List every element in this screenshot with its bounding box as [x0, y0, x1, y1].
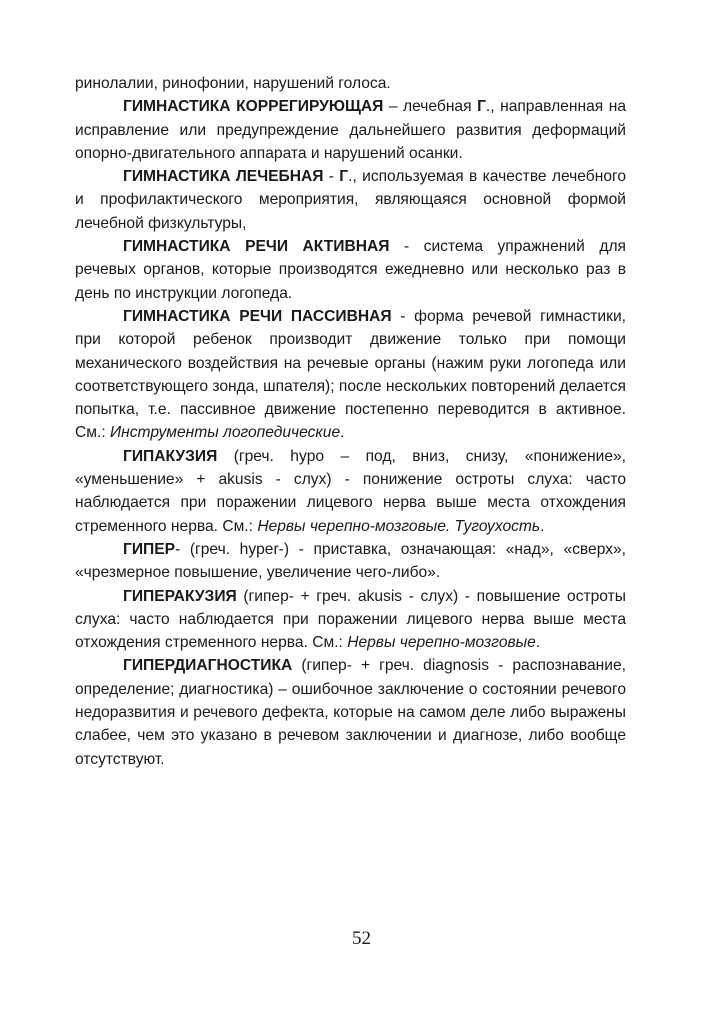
entry-term: ГИПЕРАКУЗИЯ — [123, 587, 237, 605]
entry-gimnastika-lechebnaya — [75, 165, 626, 235]
entry-body: - форма речевой гимнастики, при которой ребенок производит движение только при помощи механического воздействия на речевые органы (нажим руки логопеда или соответствующего зонда, шпателя); после нескольких повторений делается попытка, т.е. пассивное движение постепенно переводится в активное. См.: — [75, 307, 627, 442]
entry-body: - система упражнений для речевых органов, которые производятся ежедневно или несколько раз в день по инструкции логопеда. — [75, 238, 626, 302]
page-number: 52 — [352, 928, 371, 949]
entry-gimnastika-rechi-aktivnaya — [75, 235, 626, 305]
entry-tail: . — [340, 424, 345, 442]
entry-abbreviation: Г — [477, 98, 486, 116]
entry-term: ГИМНАСТИКА ЛЕЧЕБНАЯ — [123, 168, 324, 186]
entry-term: ГИМНАСТИКА КОРРЕГИРУЮЩАЯ — [123, 98, 384, 116]
entry-body: - — [323, 168, 340, 186]
entry-body: ., направленная на исправление или предупреждение дальнейшего развития деформаций опорно-двигательного аппарата и нарушений осанки. — [75, 98, 626, 162]
entry-tail: . — [535, 634, 541, 652]
document-page — [75, 72, 626, 771]
entry-cross-reference: Инструменты логопедические — [109, 424, 341, 442]
continuation-text: ринолалии, ринофонии, нарушений голоса. — [75, 75, 391, 92]
entry-tail: . — [540, 517, 545, 535]
entry-term: ГИМНАСТИКА РЕЧИ ПАССИВНАЯ — [123, 307, 392, 325]
entry-giperakuziya — [75, 585, 626, 655]
entry-body: (гипер- + греч. akusis - слух) - повышение остроты слуха: часто наблюдается при поражении лицевого нерва выше места отхождения стременного нерва. См.: — [75, 587, 626, 652]
entry-body: (гипер- + греч. diagnosis - распознавание, определение; диагностика) – ошибочное заключение о состоянии речевого недоразвития и речевого дефекта, которые на самом деле либо выражены слабее, чем это указано в речевом заключении и диагнозе, либо вообще отсутствуют. — [75, 657, 626, 768]
entry-giper — [75, 538, 626, 585]
entry-term: ГИПЕРДИАГНОСТИКА — [123, 657, 293, 675]
entry-gipakuziya — [75, 445, 626, 538]
entry-body: – лечебная — [383, 98, 478, 116]
entry-body: - (греч. hyper-) - приставка, означающая: «над», «сверх», «чрезмерное повышение, увеличение чего-либо». — [75, 540, 626, 582]
entry-body: ., используемая в качестве лечебного и профилактического мероприятия, являющаяся основной формой лечебной физкультуры, — [75, 168, 627, 232]
paragraph-continuation — [75, 72, 626, 95]
entry-giperdiagnostika — [75, 654, 626, 770]
entry-gimnastika-korregiruyushchaya — [75, 95, 626, 165]
entry-term: ГИПАКУЗИЯ — [123, 447, 218, 465]
entry-abbreviation: Г — [339, 168, 349, 186]
entry-term: ГИМНАСТИКА РЕЧИ АКТИВНАЯ — [123, 238, 390, 256]
entry-gimnastika-rechi-passivnaya — [75, 305, 626, 445]
entry-cross-reference: Нервы черепно-мозговые. Тугоухость — [257, 517, 541, 535]
entry-term: ГИПЕР — [123, 540, 176, 558]
entry-body: (греч. hypo – под, вниз, снизу, «понижение», «уменьшение» + akusis - слух) - понижение остроты слуха: часто наблюдается при поражении лицевого нерва выше места отхождения стременного нерва. См.: — [75, 447, 626, 535]
entry-cross-reference: Нервы черепно-мозговые — [347, 634, 536, 652]
